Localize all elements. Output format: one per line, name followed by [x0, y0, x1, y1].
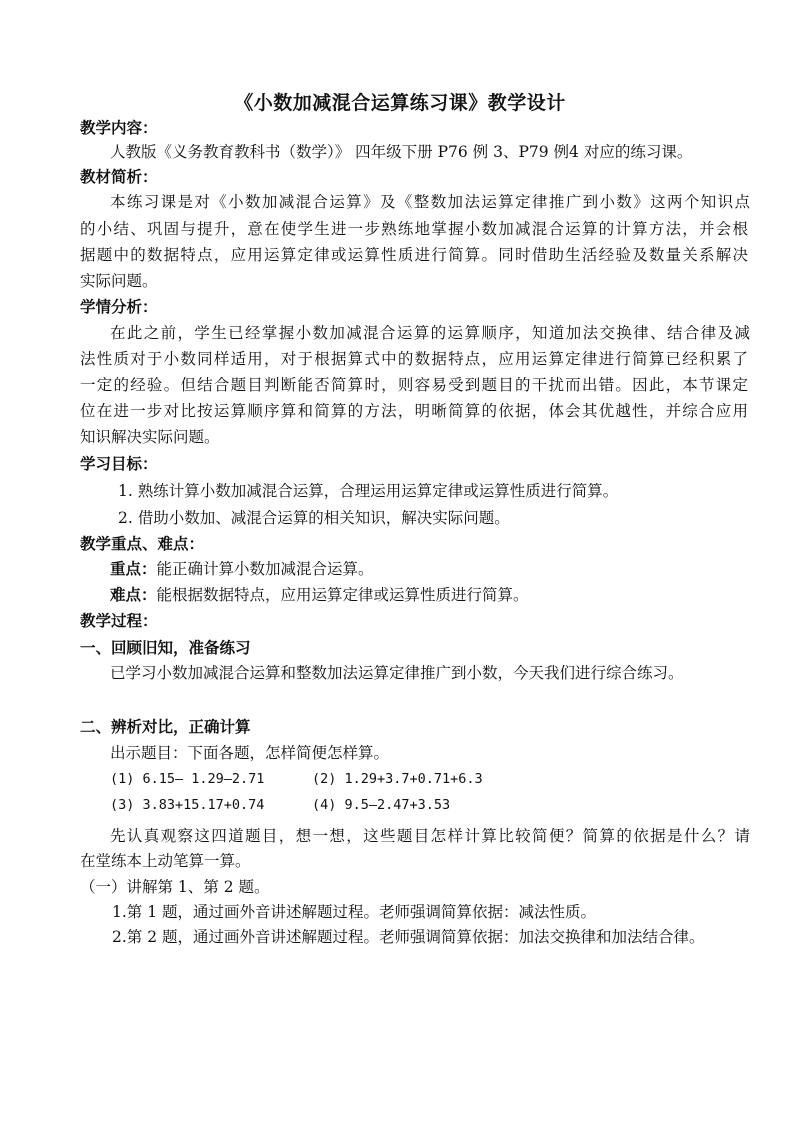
heading-keypoints: 教学重点、难点： [80, 534, 205, 553]
problem-3: (3) 3.83+15.17+0.74 [110, 797, 265, 813]
keypoint-row [110, 558, 374, 580]
difficulty-row [110, 584, 529, 606]
difficulty-label: 难点： [110, 585, 157, 604]
goal-item-2: 2. 借助小数加、减混合运算的相关知识，解决实际问题。 [118, 509, 510, 527]
students-line-5: 知识解决实际问题。 [80, 428, 220, 446]
sub-heading-one: （一）讲解第 1、第 2 题。 [80, 878, 270, 896]
material-line-4: 实际问题。 [80, 272, 158, 290]
students-line-2: 法性质对于小数同样适用，对于根据算式中的数据特点，应用运算定律进行简算已经积累了 [80, 350, 748, 368]
heading-content: 教学内容： [80, 118, 158, 137]
students-line-1: 在此之前，学生已经掌握小数加减混合运算的运算顺序，知道加法交换律、结合律及减 [110, 324, 750, 342]
heading-students: 学情分析： [80, 297, 158, 316]
problem-4: (4) 9.5—2.47+3.53 [312, 797, 451, 813]
students-line-4: 位在进一步对比按运算顺序算和简算的方法，明晰简算的依据，体会其优越性，并综合应用 [80, 402, 748, 420]
document-title: 《小数加减混合运算练习课》教学设计 [234, 92, 566, 114]
goal-item-1: 1. 熟练计算小数加减混合运算，合理运用运算定律或运算性质进行简算。 [118, 482, 619, 500]
key-text: 能正确计算小数加减混合运算。 [156, 560, 374, 578]
step-2: 2.第 2 题，通过画外音讲述解题过程。老师强调简算依据：加法交换律和加法结合律。 [112, 928, 705, 946]
content-text: 人教版《义务教育教科书（数学）》 四年级下册 P76 例 3、P79 例4 对应的练习课。 [110, 143, 693, 161]
heading-goals: 学习目标： [80, 454, 158, 473]
section2-para-line-2: 在堂练本上动笔算一算。 [80, 852, 251, 870]
heading-material: 教材简析： [80, 167, 158, 186]
difficulty-text: 能根据数据特点，应用运算定律或运算性质进行简算。 [156, 586, 529, 604]
section1-heading: 一、回顾旧知，准备练习 [80, 638, 251, 657]
students-line-3: 一定的经验。但结合题目判断能否简算时，则容易受到题目的干扰而出错。因此，本节课定 [80, 376, 748, 394]
section2-intro: 出示题目：下面各题，怎样简便怎样算。 [110, 744, 390, 762]
section1-text: 已学习小数加减混合运算和整数加法运算定律推广到小数，今天我们进行综合练习。 [110, 664, 684, 682]
material-line-1: 本练习课是对《小数加减混合运算》及《整数加法运算定律推广到小数》这两个知识点 [110, 193, 750, 211]
problem-1: (1) 6.15— 1.29—2.71 [110, 771, 265, 787]
problem-2: (2) 1.29+3.7+0.71+6.3 [312, 771, 483, 787]
section2-para-line-1: 先认真观察这四道题目，想一想，这些题目怎样计算比较简便？简算的依据是什么？请 [110, 827, 750, 845]
heading-process: 教学过程： [80, 611, 158, 630]
material-line-3: 据题中的数据特点，应用运算定律或运算性质进行简算。同时借助生活经验及数量关系解决 [80, 246, 748, 264]
key-label: 重点： [110, 559, 157, 578]
material-line-2: 的小结、巩固与提升，意在使学生进一步熟练地掌握小数加减混合运算的计算方法，并会根 [80, 220, 748, 238]
step-1: 1.第 1 题，通过画外音讲述解题过程。老师强调简算依据：减法性质。 [112, 903, 597, 921]
section2-heading: 二、辨析对比，正确计算 [80, 717, 251, 736]
